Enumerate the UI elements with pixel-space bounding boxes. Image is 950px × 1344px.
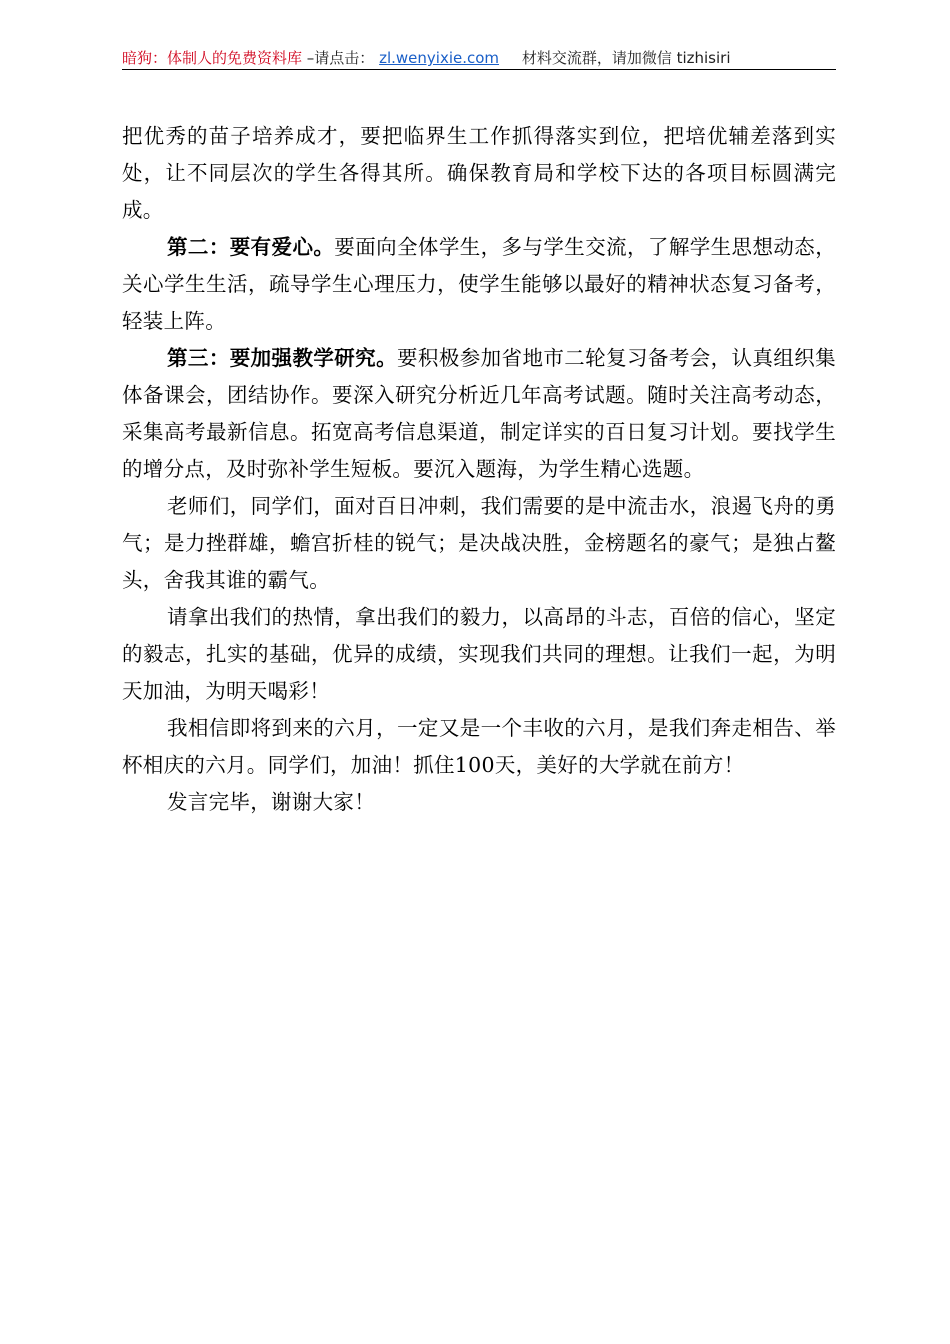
paragraph-closing — [122, 784, 836, 821]
header-prompt: –请点击： — [306, 49, 375, 67]
paragraph-text: 把优秀的苗子培养成才，要把临界生工作抓得落实到位，把培优辅差落到实处，让不同层次的学生各得其所。确保教育局和学校下达的各项目标圆满完成。 — [122, 124, 836, 222]
paragraph-text: 我相信即将到来的六月，一定又是一个丰收的六月，是我们奔走相告、举杯相庆的六月。同学们，加油！抓住100天，美好的大学就在前方！ — [122, 716, 836, 777]
header-brand: 暗狗：体制人的免费资料库 — [122, 49, 303, 67]
paragraph-text: 要面向全体学生，多与学生交流，了解学生思想动态，关心学生生活，疏导学生心理压力，使学生能够以最好的精神状态复习备考，轻装上阵。 — [122, 235, 836, 333]
paragraph-text: 发言完毕，谢谢大家！ — [167, 790, 375, 814]
paragraph-june — [122, 710, 836, 784]
paragraph-lead: 第二：要有爱心。 — [167, 235, 335, 259]
header-divider — [122, 69, 836, 70]
paragraph-text: 老师们，同学们，面对百日冲刺，我们需要的是中流击水，浪遏飞舟的勇气；是力挫群雄，蟾宫折桂的锐气；是决战决胜，金榜题名的豪气；是独占鳌头，舍我其谁的霸气。 — [122, 494, 836, 592]
header-link[interactable]: zl.wenyixie.com — [379, 49, 500, 67]
paragraph-call-to-action — [122, 599, 836, 710]
paragraph-text: 请拿出我们的热情，拿出我们的毅力，以高昂的斗志，百倍的信心，坚定的毅志，扎实的基础，优异的成绩，实现我们共同的理想。让我们一起，为明天加油，为明天喝彩！ — [122, 605, 836, 703]
header-contact: 材料交流群，请加微信 tizhisiri — [521, 49, 731, 67]
document-body — [122, 118, 836, 821]
paragraph-address — [122, 488, 836, 599]
paragraph-second-point — [122, 229, 836, 340]
paragraph-lead: 第三：要加强教学研究。 — [167, 346, 397, 370]
page-header — [122, 47, 836, 69]
paragraph-continuation — [122, 118, 836, 229]
paragraph-third-point — [122, 340, 836, 488]
paragraph-text: 要积极参加省地市二轮复习备考会，认真组织集体备课会，团结协作。要深入研究分析近几年高考试题。随时关注高考动态，采集高考最新信息。拓宽高考信息渠道，制定详实的百日复习计划。要找学生的增分点，及时弥补学生短板。要沉入题海，为学生精心选题。 — [122, 346, 836, 481]
